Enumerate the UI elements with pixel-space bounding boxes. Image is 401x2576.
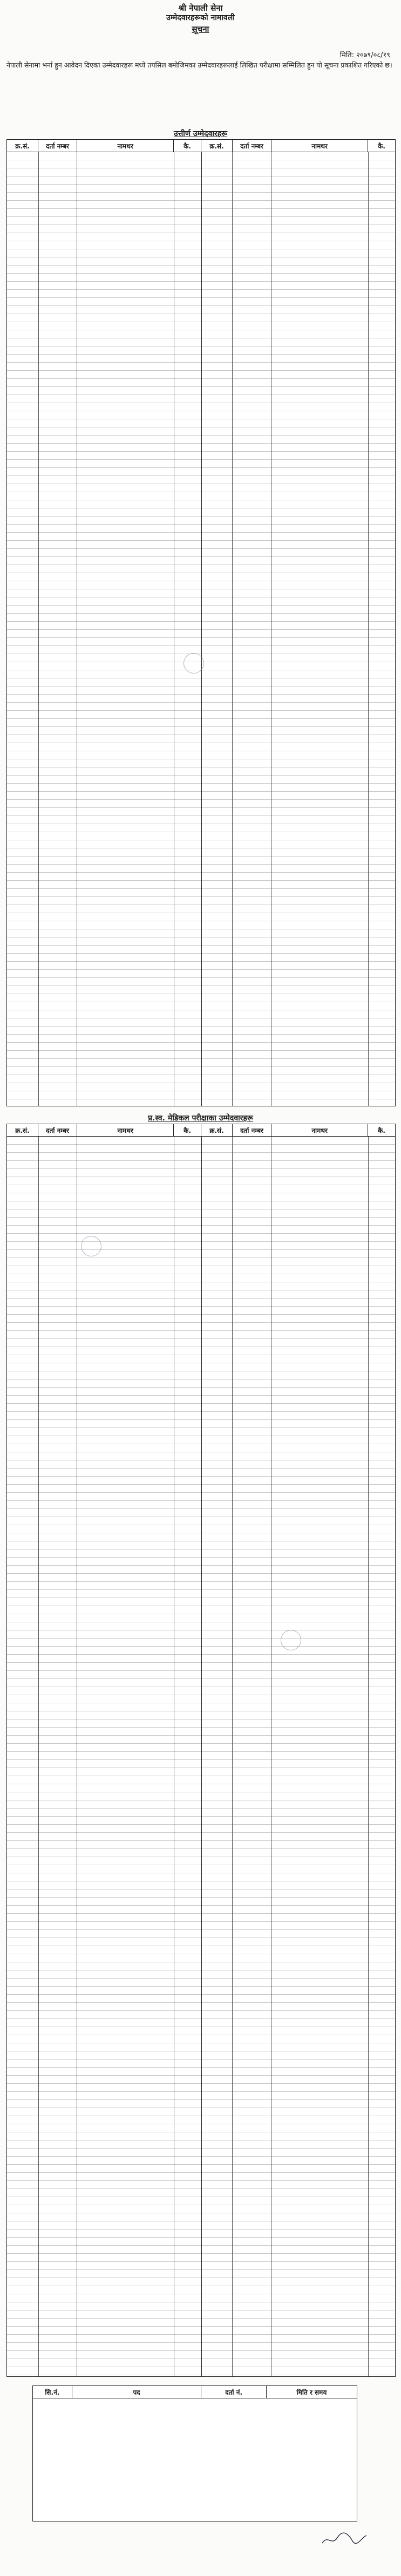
stamp-seal [81, 1236, 101, 1256]
col-post: पद [72, 2386, 202, 2398]
notice-label: सूचना [192, 24, 209, 34]
header [0, 0, 401, 35]
col-remarks: कै. [378, 1126, 385, 1134]
table-header [7, 140, 395, 152]
col-name: नामथर [77, 140, 174, 152]
col-remarks: कै. [183, 142, 191, 150]
section-title-passed: उत्तीर्ण उम्मेदवारहरू [173, 130, 228, 138]
table-body [7, 1137, 395, 2376]
col-serial: सि.नं. [33, 2386, 72, 2398]
col-serial: क्र.सं. [7, 1124, 38, 1136]
col-serial: क्र.सं. [7, 140, 38, 152]
notice-subtitle: उम्मेदवारहरूको नामावली [166, 13, 235, 22]
stamp-seal [183, 653, 204, 674]
col-roll: दर्ता नम्बर [233, 140, 271, 152]
col-roll: दर्ता नम्बर [38, 140, 77, 152]
notice-paragraph: नेपाली सेनामा भर्ना हुन आवेदन दिएका उम्मेदवारहरू मध्ये तपसिल बमोजिमका उम्मेदवारहरूलाई लिखित परीक्षामा सम्मिलित हुन यो सूचना प्रकाशित गरिएको छ। [6, 61, 392, 69]
col-remarks: कै. [183, 1126, 191, 1134]
col-roll: दर्ता नम्बर [233, 1124, 271, 1136]
notice-date: मिति: २०७९/०८/१९ [339, 51, 390, 59]
table-header [7, 1124, 395, 1137]
organization-name: श्री नेपाली सेना [178, 3, 223, 13]
table-body [7, 152, 395, 1106]
section-title-medical: प्र.स्व. मेडिकल परीक्षाका उम्मेदवारहरू [148, 1114, 253, 1123]
candidate-table-1 [6, 139, 396, 1106]
col-name: नामथर [271, 140, 368, 152]
col-date: मिति र समय [296, 2388, 327, 2396]
col-remarks: कै. [378, 142, 385, 150]
col-name: नामथर [271, 1124, 368, 1136]
col-roll: दर्ता नं. [201, 2386, 266, 2398]
candidate-table-2 [6, 1124, 396, 2377]
col-name: नामथर [77, 1124, 174, 1136]
col-serial: क्र.सं. [201, 1124, 233, 1136]
schedule-header [33, 2386, 357, 2398]
schedule-table [32, 2385, 357, 2521]
signature [320, 2531, 369, 2547]
col-roll: दर्ता नम्बर [38, 1124, 77, 1136]
col-serial: क्र.सं. [201, 140, 233, 152]
stamp-seal [281, 1630, 301, 1650]
